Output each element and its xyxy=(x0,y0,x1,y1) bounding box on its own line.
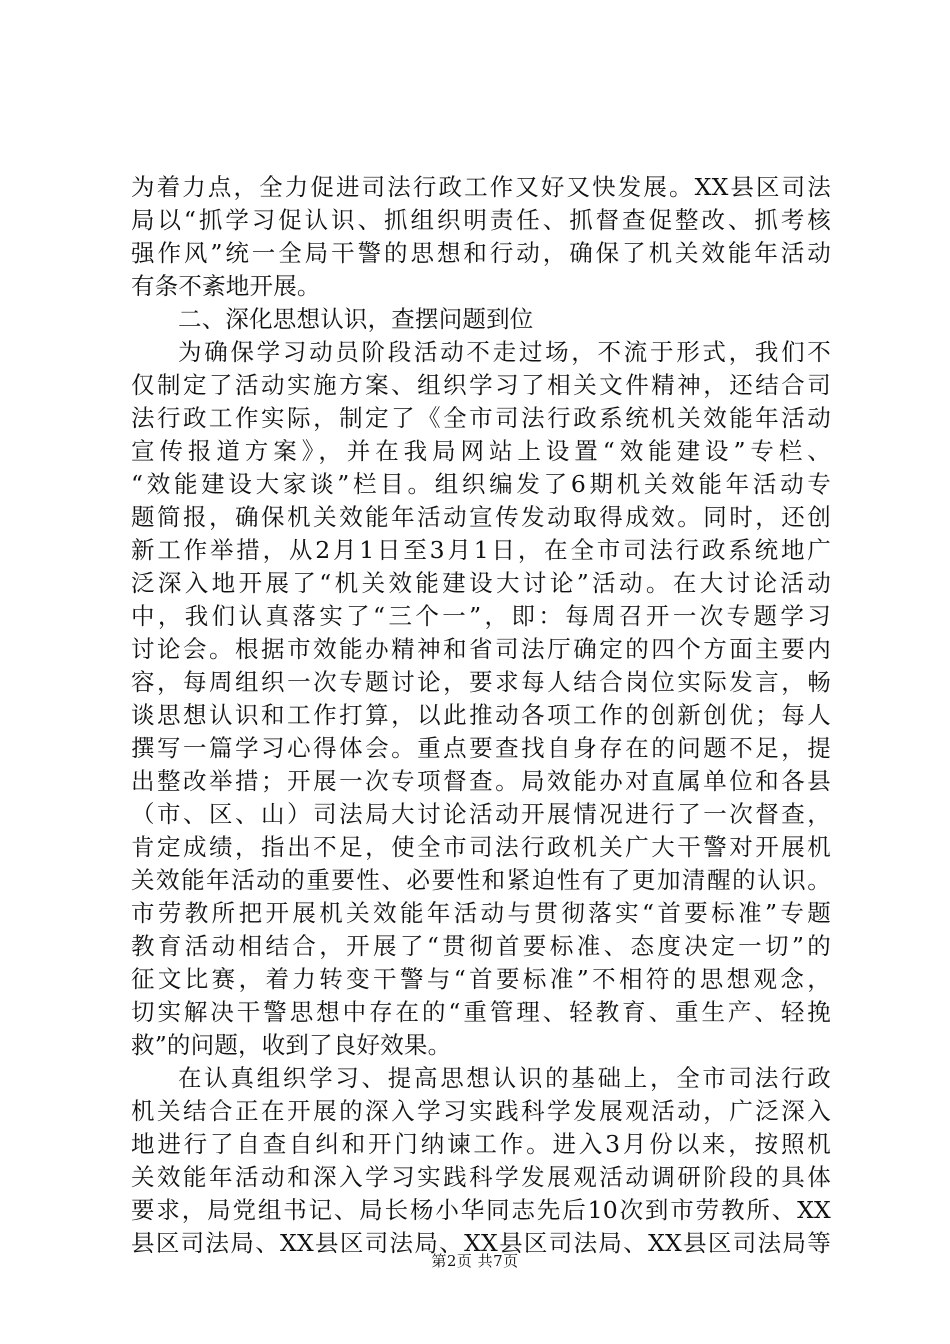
document-body xyxy=(131,171,831,1260)
text-line: 教育活动相结合，开展了“贯彻首要标准、态度决定一切”的 xyxy=(131,932,831,960)
text-line: 切实解决干警思想中存在的“重管理、轻教育、重生产、轻挽 xyxy=(131,998,831,1026)
text-line: 肯定成绩，指出不足，使全市司法行政机关广大干警对开展机 xyxy=(131,833,831,861)
text-line: 二、深化思想认识，查摆问题到位 xyxy=(178,305,534,333)
text-line: 为确保学习动员阶段活动不走过场，不流于形式，我们不 xyxy=(178,338,831,366)
text-line: 讨论会。根据市效能办精神和省司法厅确定的四个方面主要内 xyxy=(131,635,831,663)
text-line: 法行政工作实际，制定了《全市司法行政系统机关效能年活动 xyxy=(131,404,831,432)
text-line: 强作风”统一全局干警的思想和行动，确保了机关效能年活动 xyxy=(131,239,831,267)
text-line: 关效能年活动和深入学习实践科学发展观活动调研阶段的具体 xyxy=(131,1163,831,1191)
text-line: 地进行了自查自纠和开门纳谏工作。进入3月份以来，按照机 xyxy=(131,1130,831,1158)
text-line: 机关结合正在开展的深入学习实践科学发展观活动，广泛深入 xyxy=(131,1097,831,1125)
text-line: （市、区、山）司法局大讨论活动开展情况进行了一次督查， xyxy=(131,800,831,828)
text-line: 撰写一篇学习心得体会。重点要查找自身存在的问题不足，提 xyxy=(131,734,831,762)
text-line: 市劳教所把开展机关效能年活动与贯彻落实“首要标准”专题 xyxy=(131,899,831,927)
text-line: “效能建设大家谈”栏目。组织编发了6期机关效能年活动专 xyxy=(131,470,831,498)
text-line: 泛深入地开展了“机关效能建设大讨论”活动。在大讨论活动 xyxy=(131,569,831,597)
text-line: 局以“抓学习促认识、抓组织明责任、抓督查促整改、抓考核 xyxy=(131,206,831,234)
text-line: 题简报，确保机关效能年活动宣传发动取得成效。同时，还创 xyxy=(131,503,831,531)
text-line: 出整改举措；开展一次专项督查。局效能办对直属单位和各县 xyxy=(131,767,831,795)
text-line: 中，我们认真落实了“三个一”，即：每周召开一次专题学习 xyxy=(131,602,831,630)
text-line: 容，每周组织一次专题讨论，要求每人结合岗位实际发言，畅 xyxy=(131,668,831,696)
text-line: 要求，局党组书记、局长杨小华同志先后10次到市劳教所、XX xyxy=(131,1196,831,1224)
text-line: 仅制定了活动实施方案、组织学习了相关文件精神，还结合司 xyxy=(131,371,831,399)
page-footer: 第2页 共7页 xyxy=(431,1252,519,1270)
text-line: 征文比赛，着力转变干警与“首要标准”不相符的思想观念， xyxy=(131,965,831,993)
text-line: 宣传报道方案》，并在我局网站上设置“效能建设”专栏、 xyxy=(131,437,831,465)
text-line: 新工作举措，从2月1日至3月1日，在全市司法行政系统地广 xyxy=(131,536,831,564)
text-line: 在认真组织学习、提高思想认识的基础上，全市司法行政 xyxy=(178,1064,831,1092)
text-line: 有条不紊地开展。 xyxy=(131,272,321,300)
text-line: 为着力点，全力促进司法行政工作又好又快发展。XX县区司法 xyxy=(131,173,831,201)
text-line: 关效能年活动的重要性、必要性和紧迫性有了更加清醒的认识。 xyxy=(131,866,831,894)
text-line: 救”的问题，收到了良好效果。 xyxy=(131,1031,452,1059)
text-line: 谈思想认识和工作打算，以此推动各项工作的创新创优；每人 xyxy=(131,701,831,729)
text-line: 县区司法局、XX县区司法局、XX县区司法局、XX县区司法局等 xyxy=(131,1229,831,1257)
